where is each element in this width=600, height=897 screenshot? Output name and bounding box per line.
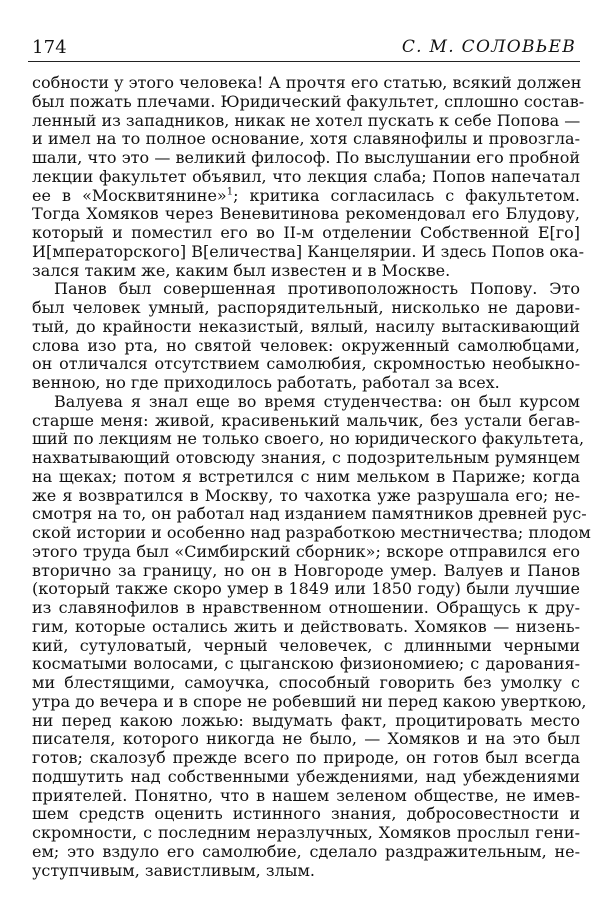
text-line: же я возвратился в Москву, то чахотка уже разрушала его; не- <box>32 485 580 505</box>
text-line: гим, которые остались жить и действовать. Хомяков — низень- <box>32 616 580 636</box>
text-line: из славянофилов в нравственном отношении. Обращусь к дру- <box>32 598 580 617</box>
text-line: старше меня: живой, красивенький мальчик, без устали бегав- <box>32 410 580 430</box>
text-line: который и поместил его во II-м отделении Собственной Е[го] <box>32 223 580 242</box>
text-line: ем; это вздуло его самолюбие, сделало раздражительным, не- <box>32 841 580 861</box>
text-line: смотря на то, он работал над изданием памятников древней рус- <box>32 504 587 524</box>
text-line: подшутить над собственными убеждениями, над убеждениями <box>32 766 580 786</box>
running-head: С. М. СОЛОВЬЕВ <box>401 37 576 57</box>
text-line: косматыми волосами, с цыганскою физиономиею; с дарования- <box>32 654 580 674</box>
text-line: утра до вечера и в споре не робевший ни перед какою уверткою, <box>32 691 587 711</box>
text-line: лекции факультет объявил, что лекция слаба; Попов напечатал <box>32 166 580 186</box>
text-line: зался таким же, каким был известен и в Москве. <box>32 260 451 280</box>
text-line: готов; скалозуб прежде всего по природе, он готов был всегда <box>32 748 580 767</box>
text-line: кий, сутуловатый, черный человечек, с длинными черными <box>32 635 580 655</box>
text-line: собности у этого человека! А прочтя его статью, всякий должен <box>32 73 582 92</box>
paragraph-first-line: Панов был совершенная противоположность Попову. Это <box>54 279 580 299</box>
text-line: Тогда Хомяков через Веневитинова рекомендовал его Блудову, <box>32 204 580 224</box>
text-line: скромности, с последним неразлучных, Хомяков прослыл гени- <box>32 823 580 842</box>
text-line: вторично за границу, но он в Новгороде умер. Валуев и Панов <box>32 560 580 580</box>
text-line: писателя, которого никогда не было, — Хомяков и на это был <box>32 729 580 749</box>
text-line-with-footnote <box>32 187 580 206</box>
footnote-ref[interactable]: 1 <box>226 186 234 198</box>
text-line: уступчивым, завистливым, злым. <box>32 860 315 880</box>
text-line: и имел на то полное основание, хотя славянофилы и провозгла- <box>32 129 580 149</box>
page-number: 174 <box>32 37 67 58</box>
page-header <box>28 33 580 62</box>
text-line: был человек умный, распорядительный, нисколько не дарови- <box>32 298 580 317</box>
text-line: ни перед какою ложью: выдумать факт, процитировать место <box>32 710 580 730</box>
text-line: был пожать плечами. Юридический факультет, сплошно состав- <box>32 91 585 111</box>
text-line: ленный из западников, никак не хотел пускать к себе Попова — <box>32 110 581 130</box>
text-line: нахватывающий отовсюду знания, с подозрительным румянцем <box>32 448 580 467</box>
text-line: шали, что это — великий философ. По выслушании его пробной <box>32 148 580 167</box>
text-line: ской истории и особенно над разработкою местничества; плодом <box>32 523 591 542</box>
text-segment: ; критика согласилась с факультетом. <box>233 185 580 205</box>
text-line: шем средств оценить истинного знания, добросовестности и <box>32 804 580 824</box>
text-segment: ее в «Москвитянине» <box>32 185 227 205</box>
text-line: этого труда был «Симбирский сборник»; вскоре отправился его <box>32 541 580 561</box>
text-line: слова изо рта, но святой человек: окруженный самолюбцами, <box>32 335 580 355</box>
text-line: на щеках; потом я встретился с ним мельком в Париже; когда <box>32 466 580 486</box>
text-line: И[мператорского] В[еличества] Канцелярии. И здесь Попов ока- <box>32 241 584 261</box>
text-line: венною, но где приходилось работать, работал за всех. <box>32 373 500 392</box>
paragraph-first-line: Валуева я знал еще во время студенчества: он был курсом <box>54 391 580 411</box>
text-line: (который также скоро умер в 1849 или 1850 году) были лучшие <box>32 579 580 599</box>
text-line: он отличался отсутствием самолюбия, скромностью необыкно- <box>32 354 580 374</box>
text-line: ший по лекциям не только своего, но юридического факультета, <box>32 429 585 449</box>
text-line: приятелей. Понятно, что в нашем зеленом обществе, не имев- <box>32 785 580 805</box>
text-line: ми блестящими, самоучка, способный говорить без умолку с <box>32 673 580 692</box>
text-line: тый, до крайности неказистый, вялый, насилу вытаскивающий <box>32 316 580 336</box>
